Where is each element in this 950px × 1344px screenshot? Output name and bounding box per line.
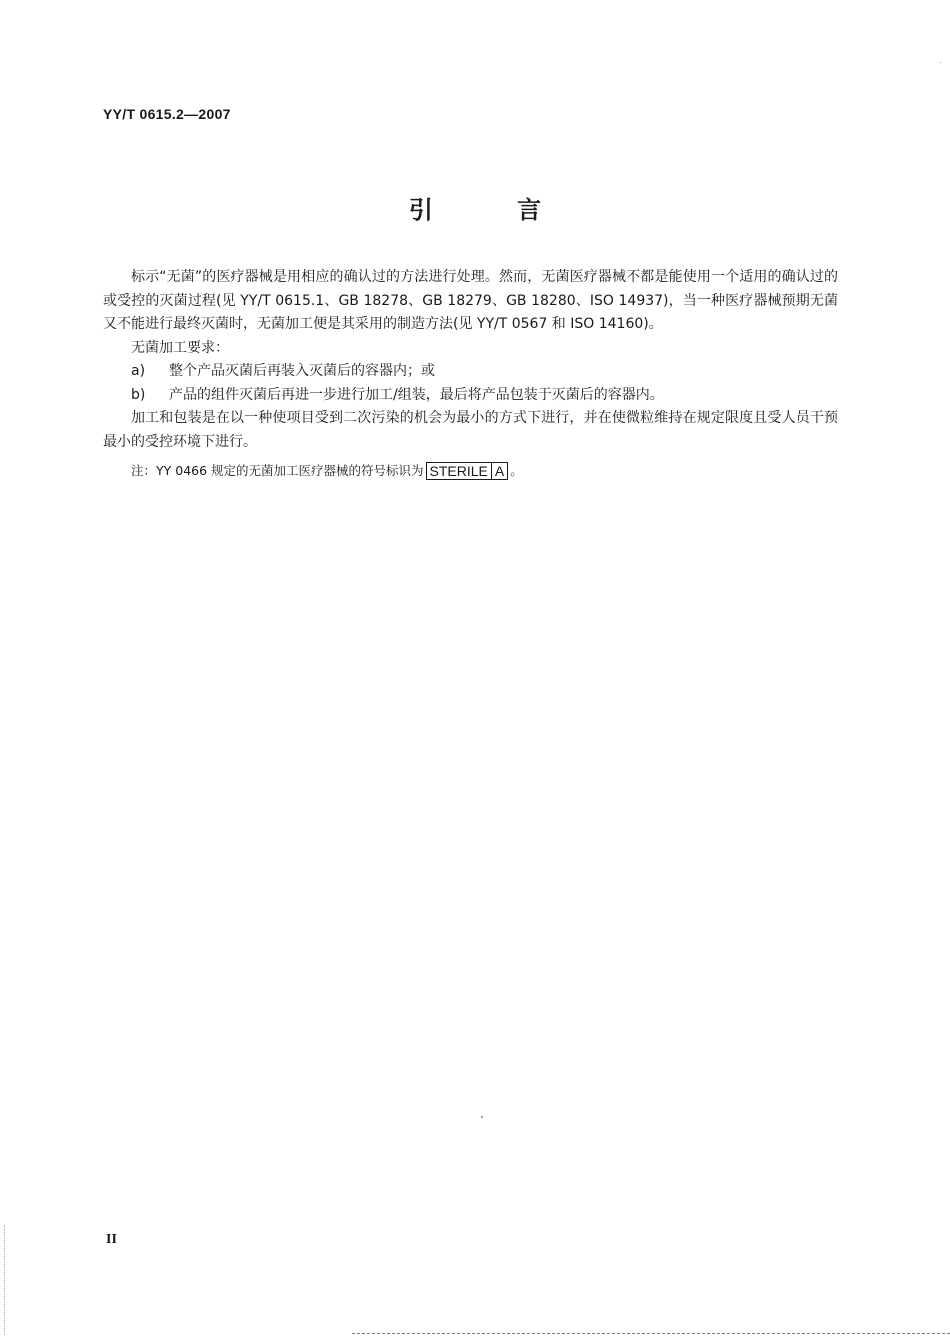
list-marker: a) <box>131 363 146 379</box>
note <box>103 460 838 482</box>
closing-paragraph: 加工和包装是在以一种使项目受到二次污染的机会为最小的方式下进行，并在使微粒维持在规定限度且受人员干预最小的受控环境下进行。 <box>103 410 838 450</box>
sterile-symbol-main: STERILE <box>429 463 488 479</box>
page-title: 引 言 <box>408 196 580 224</box>
scan-speck <box>940 62 941 63</box>
list-item-text: 整个产品灭菌后再装入灭菌后的容器内；或 <box>169 363 435 379</box>
sterile-symbol-suffix: A <box>491 463 507 479</box>
scan-bottom-rule <box>352 1333 950 1334</box>
note-end: 。 <box>510 463 523 478</box>
intro-paragraph: 标示“无菌”的医疗器械是用相应的确认过的方法进行处理。然而，无菌医疗器械不都是能使用一个适用的确认过的或受控的灭菌过程(见 YY/T 0615.1、GB 18278、GB 18279、GB 18280、ISO 14937)，当一种医疗器械预期无菌又不能进行最终灭菌时，无菌加工便是其采用的制造方法(见 YY/T 0567 和 ISO 14160)。 <box>103 269 838 332</box>
list-marker: b) <box>131 386 146 403</box>
body-text <box>103 266 838 482</box>
scan-speck <box>481 1116 483 1118</box>
note-text: 注：YY 0466 规定的无菌加工医疗器械的符号标识为 <box>131 463 424 478</box>
list-item-b <box>103 384 838 408</box>
standard-code: YY/T 0615.2—2007 <box>103 106 231 122</box>
page-number: II <box>106 1232 117 1247</box>
list-item-a <box>103 360 838 384</box>
requirements-heading: 无菌加工要求： <box>131 339 229 356</box>
scan-edge-mark <box>4 1225 6 1335</box>
sterile-a-symbol <box>426 462 509 480</box>
list-item-text: 产品的组件灭菌后再进一步进行加工/组装，最后将产品包装于灭菌后的容器内。 <box>169 386 664 403</box>
